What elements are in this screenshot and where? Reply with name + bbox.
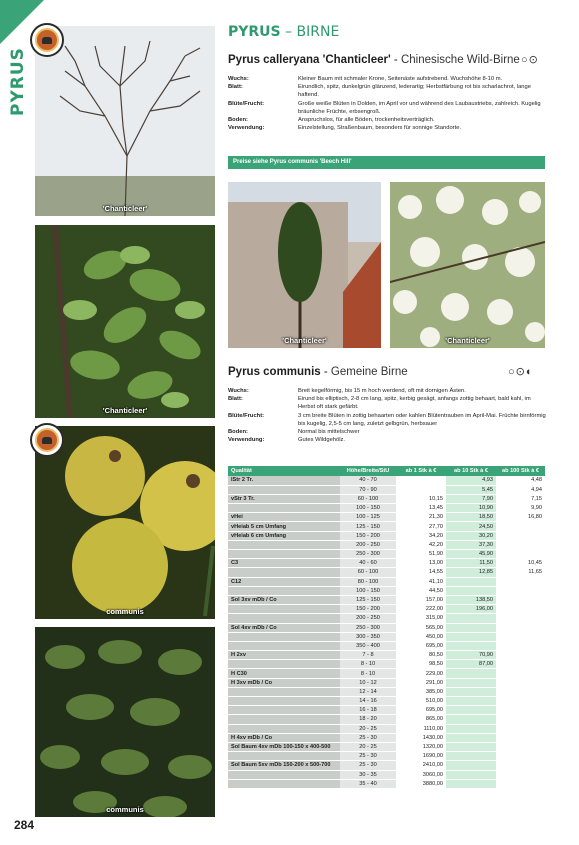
table-row (228, 595, 545, 604)
table-row (228, 522, 545, 531)
species-heading-calleryana (228, 54, 520, 66)
price-1-cell: 13,45 (396, 504, 446, 513)
quality-cell (228, 641, 340, 650)
property-key: Blatt: (228, 84, 243, 91)
table-row (228, 577, 545, 586)
price-100-cell (496, 715, 545, 724)
size-cell: 18 - 20 (340, 715, 396, 724)
street-tree-illustration (228, 182, 381, 348)
quality-cell: vStr 3 Tr. (228, 494, 340, 503)
price-10-cell: 37,30 (446, 540, 496, 549)
price-1-cell: 865,00 (396, 715, 446, 724)
table-row (228, 779, 545, 788)
size-cell: 20 - 25 (340, 724, 396, 733)
price-100-cell: 4,94 (496, 485, 545, 494)
size-cell: 200 - 250 (340, 614, 396, 623)
price-1-cell (396, 485, 446, 494)
quality-cell (228, 540, 340, 549)
price-1-cell: 10,15 (396, 494, 446, 503)
table-row (228, 724, 545, 733)
light-requirement-icons: ○⊙ (521, 54, 539, 66)
property-key: Blatt: (228, 396, 243, 403)
photo-caption: 'Chanticleer' (102, 204, 148, 213)
size-cell: 10 - 12 (340, 678, 396, 687)
photo-chanticleer-street (228, 182, 381, 348)
size-cell: 150 - 200 (340, 605, 396, 614)
quality-cell (228, 504, 340, 513)
price-10-cell (446, 623, 496, 632)
price-1-cell: 2410,00 (396, 761, 446, 770)
size-cell: 7 - 8 (340, 651, 396, 660)
quality-cell: Sol 4xv mDb / Co (228, 623, 340, 632)
price-1-cell: 14,55 (396, 568, 446, 577)
property-row (228, 428, 546, 436)
property-key: Wuchs: (228, 76, 249, 82)
property-value: 3 cm breite Blüten in zottig behaarten oder kahlen Blütentrauben im April-Mai. Früchte birnförmig bis kugelig, 2,5-5 cm lang, zuletzt gelbgrün, herbsauer (298, 412, 546, 427)
price-100-cell (496, 522, 545, 531)
property-key: Boden: (228, 429, 248, 436)
size-cell: 80 - 100 (340, 577, 396, 586)
side-genus-label: PYRUS (8, 47, 28, 116)
price-100-cell (496, 577, 545, 586)
price-1-cell: 3060,00 (396, 770, 446, 779)
price-100-cell (496, 614, 545, 623)
photo-caption: 'Chanticleer' (445, 336, 490, 345)
dense-foliage-illustration (35, 627, 215, 817)
price-1-cell: 157,00 (396, 595, 446, 604)
photo-caption: communis (106, 805, 144, 814)
size-cell: 60 - 100 (340, 568, 396, 577)
quality-cell: C3 (228, 559, 340, 568)
col-header-price-1: ab 1 Stk à € (396, 466, 446, 476)
price-100-cell (496, 623, 545, 632)
price-10-cell (446, 687, 496, 696)
light-requirement-icons: ○⊙◐ (508, 366, 534, 378)
photo-chanticleer-winter-tree (35, 26, 215, 216)
price-1-cell: 565,00 (396, 623, 446, 632)
quality-cell: vHeiab 5 cm Umfang (228, 522, 340, 531)
col-header-quality: Qualität (228, 466, 340, 476)
price-10-cell: 24,50 (446, 522, 496, 531)
price-1-cell: 1320,00 (396, 742, 446, 751)
price-1-cell: 1690,00 (396, 752, 446, 761)
size-cell: 350 - 400 (340, 641, 396, 650)
price-100-cell (496, 697, 545, 706)
photo-chanticleer-blossoms (390, 182, 545, 348)
price-10-cell: 12,85 (446, 568, 496, 577)
price-100-cell: 4,48 (496, 476, 545, 485)
table-row (228, 770, 545, 779)
size-cell: 8 - 10 (340, 660, 396, 669)
table-row (228, 605, 545, 614)
size-cell: 30 - 35 (340, 770, 396, 779)
size-cell: 250 - 300 (340, 623, 396, 632)
price-100-cell (496, 770, 545, 779)
property-value: Breit kegelförmig, bis 15 m hoch werdend, oft mit dornigen Ästen. (298, 388, 466, 394)
quality-cell (228, 485, 340, 494)
price-10-cell (446, 669, 496, 678)
property-key: Blüte/Frucht: (228, 412, 265, 419)
col-header-price-100: ab 100 Stk à € (496, 466, 545, 476)
price-100-cell (496, 605, 545, 614)
size-cell: 20 - 25 (340, 742, 396, 751)
property-value: Gutes Wildgehölz. (298, 437, 346, 444)
price-100-cell: 7,15 (496, 494, 545, 503)
price-10-cell: 11,50 (446, 559, 496, 568)
table-row (228, 697, 545, 706)
price-1-cell: 42,20 (396, 540, 446, 549)
table-row (228, 752, 545, 761)
price-10-cell (446, 724, 496, 733)
quality-cell (228, 550, 340, 559)
price-10-cell: 18,50 (446, 513, 496, 522)
price-1-cell: 222,00 (396, 605, 446, 614)
photo-caption: 'Chanticleer' (282, 336, 327, 345)
table-row (228, 550, 545, 559)
species-german-name: Chinesische Wild-Birne (400, 54, 520, 66)
price-1-cell: 695,00 (396, 706, 446, 715)
quality-cell (228, 614, 340, 623)
quality-cell: Sol 3xv mDb / Co (228, 595, 340, 604)
photo-communis-foliage (35, 627, 215, 817)
table-row (228, 504, 545, 513)
price-1-cell: 51,90 (396, 550, 446, 559)
table-row (228, 742, 545, 751)
table-row (228, 568, 545, 577)
price-100-cell (496, 540, 545, 549)
foliage-illustration (35, 225, 215, 418)
price-100-cell (496, 779, 545, 788)
price-10-cell: 5,45 (446, 485, 496, 494)
price-1-cell: 44,50 (396, 586, 446, 595)
price-10-cell (446, 697, 496, 706)
species-latin-name: Pyrus calleryana 'Chanticleer' (228, 54, 391, 66)
size-cell: 100 - 150 (340, 586, 396, 595)
page-number: 284 (14, 818, 35, 832)
price-1-cell: 291,00 (396, 678, 446, 687)
table-row (228, 494, 545, 503)
table-row (228, 678, 545, 687)
quality-cell: Sol Baum 4xv mDb 100-150 x 400-500 (228, 742, 340, 751)
price-10-cell: 4,93 (446, 476, 496, 485)
size-cell: 35 - 40 (340, 779, 396, 788)
page-title (228, 24, 339, 40)
table-row (228, 476, 545, 485)
price-1-cell: 510,00 (396, 697, 446, 706)
size-cell: 200 - 250 (340, 540, 396, 549)
property-value: Eirundlich, spitz, dunkelgrün glänzend, lederartig; Herbstfärbung rot bis scharlachrot, lange haftend. (298, 84, 531, 99)
quality-cell: H 3xv mDb / Co (228, 678, 340, 687)
price-100-cell (496, 641, 545, 650)
price-1-cell: 80,50 (396, 651, 446, 660)
price-10-cell (446, 733, 496, 742)
quality-cell (228, 632, 340, 641)
quality-cell: H C30 (228, 669, 340, 678)
quality-cell: vHeiab 6 cm Umfang (228, 531, 340, 540)
price-1-cell: 98,50 (396, 660, 446, 669)
price-10-cell (446, 577, 496, 586)
quality-cell (228, 724, 340, 733)
size-cell: 14 - 16 (340, 697, 396, 706)
property-value: Kleiner Baum mit schmaler Krone, Seitenäste aufstrebend. Wuchshöhe 8-10 m. (298, 76, 503, 82)
common-name-title: BIRNE (296, 24, 340, 40)
property-row (228, 387, 546, 395)
table-row (228, 669, 545, 678)
property-key: Wuchs: (228, 388, 249, 394)
table-row (228, 623, 545, 632)
price-10-cell (446, 706, 496, 715)
price-100-cell: 16,80 (496, 513, 545, 522)
property-row (228, 75, 546, 83)
property-value: Einzelstellung, Straßenbaum, besonders für sonnige Standorte. (298, 125, 462, 132)
price-table-body (228, 476, 545, 788)
quality-cell (228, 687, 340, 696)
price-10-cell (446, 752, 496, 761)
price-10-cell (446, 632, 496, 641)
size-cell: 125 - 150 (340, 595, 396, 604)
price-10-cell: 87,00 (446, 660, 496, 669)
pear-fruits-illustration (35, 426, 215, 619)
property-key: Boden: (228, 117, 248, 124)
species2-properties (228, 387, 546, 444)
quality-cell (228, 605, 340, 614)
species-separator: - (320, 366, 331, 378)
price-10-cell (446, 779, 496, 788)
property-row (228, 124, 546, 132)
quality-cell: Sol Baum 5xv mDb 150-200 x 500-700 (228, 761, 340, 770)
size-cell: 150 - 200 (340, 531, 396, 540)
table-row (228, 660, 545, 669)
table-row (228, 706, 545, 715)
property-value: Große weiße Blüten in Dolden, im April vor und während des Laubaustriebs, zahlreich. Kugelig bräunliche Früchte, erbsengroß. (298, 100, 541, 115)
price-1-cell: 315,00 (396, 614, 446, 623)
price-1-cell: 695,00 (396, 641, 446, 650)
price-1-cell: 34,20 (396, 531, 446, 540)
price-100-cell (496, 595, 545, 604)
species-heading-communis (228, 366, 408, 378)
table-row (228, 540, 545, 549)
table-row (228, 761, 545, 770)
price-100-cell (496, 651, 545, 660)
price-100-cell (496, 678, 545, 687)
size-cell: 12 - 14 (340, 687, 396, 696)
price-10-cell: 138,50 (446, 595, 496, 604)
price-10-cell: 10,90 (446, 504, 496, 513)
price-100-cell (496, 752, 545, 761)
property-value: Eirund bis elliptisch, 2-8 cm lang, spitz, kerbig gesägt, anfangs zottig behaart, bald kahl, im Herbst oft stark gefärbt. (298, 396, 531, 411)
property-key: Verwendung: (228, 125, 265, 132)
price-100-cell (496, 724, 545, 733)
price-10-cell (446, 641, 496, 650)
price-100-cell (496, 586, 545, 595)
table-row (228, 485, 545, 494)
price-10-cell (446, 586, 496, 595)
property-key: Verwendung: (228, 437, 265, 444)
nursery-seal-badge (30, 423, 64, 457)
property-row (228, 116, 546, 124)
price-10-cell: 45,90 (446, 550, 496, 559)
quality-cell (228, 586, 340, 595)
table-row (228, 513, 545, 522)
species-german-name: Gemeine Birne (330, 366, 408, 378)
price-10-cell: 196,00 (446, 605, 496, 614)
quality-cell (228, 779, 340, 788)
blossom-illustration (390, 182, 545, 348)
size-cell: 300 - 350 (340, 632, 396, 641)
price-1-cell: 3880,00 (396, 779, 446, 788)
price-table-header (228, 466, 545, 476)
size-cell: 100 - 150 (340, 504, 396, 513)
size-cell: 60 - 100 (340, 494, 396, 503)
quality-cell (228, 706, 340, 715)
quality-cell (228, 770, 340, 779)
property-row (228, 436, 546, 444)
size-cell: 100 - 125 (340, 513, 396, 522)
property-key: Blüte/Frucht: (228, 100, 265, 107)
price-10-cell (446, 614, 496, 623)
size-cell: 16 - 18 (340, 706, 396, 715)
price-100-cell (496, 660, 545, 669)
price-table (228, 466, 545, 789)
price-1-cell: 385,00 (396, 687, 446, 696)
quality-cell: H 4xv mDb / Co (228, 733, 340, 742)
table-row (228, 614, 545, 623)
size-cell: 250 - 300 (340, 550, 396, 559)
price-100-cell (496, 733, 545, 742)
price-1-cell: 21,30 (396, 513, 446, 522)
photo-chanticleer-leaves (35, 225, 215, 418)
photo-caption: 'Chanticleer' (102, 406, 148, 415)
price-100-cell (496, 632, 545, 641)
size-cell: 25 - 30 (340, 761, 396, 770)
col-header-price-10: ab 10 Stk à € (446, 466, 496, 476)
seal-emblem-icon (35, 428, 59, 452)
price-10-cell (446, 770, 496, 779)
seal-emblem-icon (35, 28, 59, 52)
price-1-cell (396, 476, 446, 485)
bare-tree-illustration (35, 26, 215, 216)
price-reference-note: Preise siehe Pyrus communis 'Beech Hill' (228, 156, 545, 169)
price-100-cell: 9,90 (496, 504, 545, 513)
price-100-cell (496, 706, 545, 715)
quality-cell: lStr 2 Tr. (228, 476, 340, 485)
photo-caption: communis (106, 607, 144, 616)
price-100-cell: 11,65 (496, 568, 545, 577)
price-1-cell: 1110,00 (396, 724, 446, 733)
quality-cell (228, 715, 340, 724)
price-100-cell (496, 669, 545, 678)
price-1-cell: 1430,00 (396, 733, 446, 742)
table-row (228, 586, 545, 595)
property-row (228, 83, 546, 99)
size-cell: 40 - 70 (340, 476, 396, 485)
price-1-cell: 450,00 (396, 632, 446, 641)
table-row (228, 651, 545, 660)
price-10-cell (446, 715, 496, 724)
quality-cell: H 2xv (228, 651, 340, 660)
table-row (228, 641, 545, 650)
price-100-cell (496, 761, 545, 770)
size-cell: 25 - 30 (340, 733, 396, 742)
quality-cell (228, 660, 340, 669)
photo-communis-fruits (35, 426, 215, 619)
quality-cell: C12 (228, 577, 340, 586)
quality-cell (228, 697, 340, 706)
table-row (228, 531, 545, 540)
property-value: Normal bis mittelschwer (298, 429, 360, 436)
table-row (228, 733, 545, 742)
quality-cell (228, 752, 340, 761)
nursery-seal-badge (30, 23, 64, 57)
size-cell: 25 - 30 (340, 752, 396, 761)
col-header-size: Höhe/Breite/StU (340, 466, 396, 476)
property-value: Anspruchslos, für alle Böden, trockenheitsverträglich. (298, 117, 435, 124)
property-row (228, 395, 546, 411)
size-cell: 125 - 150 (340, 522, 396, 531)
price-1-cell: 41,10 (396, 577, 446, 586)
table-row (228, 632, 545, 641)
species-separator: - (390, 54, 401, 66)
table-row (228, 715, 545, 724)
price-100-cell (496, 742, 545, 751)
price-10-cell: 70,90 (446, 651, 496, 660)
property-row (228, 412, 546, 428)
size-cell: 40 - 60 (340, 559, 396, 568)
quality-cell (228, 568, 340, 577)
species-latin-name: Pyrus communis (228, 366, 321, 378)
price-1-cell: 27,70 (396, 522, 446, 531)
genus-title: PYRUS (228, 24, 281, 40)
price-1-cell: 13,00 (396, 559, 446, 568)
price-10-cell (446, 742, 496, 751)
title-dash: – (280, 24, 297, 40)
price-10-cell: 7,90 (446, 494, 496, 503)
price-100-cell (496, 531, 545, 540)
price-100-cell (496, 687, 545, 696)
table-row (228, 687, 545, 696)
price-1-cell: 229,00 (396, 669, 446, 678)
quality-cell: vHei (228, 513, 340, 522)
price-10-cell (446, 678, 496, 687)
size-cell: 8 - 10 (340, 669, 396, 678)
price-10-cell (446, 761, 496, 770)
size-cell: 70 - 90 (340, 485, 396, 494)
property-row (228, 100, 546, 116)
price-10-cell: 30,20 (446, 531, 496, 540)
table-row (228, 559, 545, 568)
species1-properties (228, 75, 546, 132)
price-100-cell: 10,45 (496, 559, 545, 568)
price-100-cell (496, 550, 545, 559)
